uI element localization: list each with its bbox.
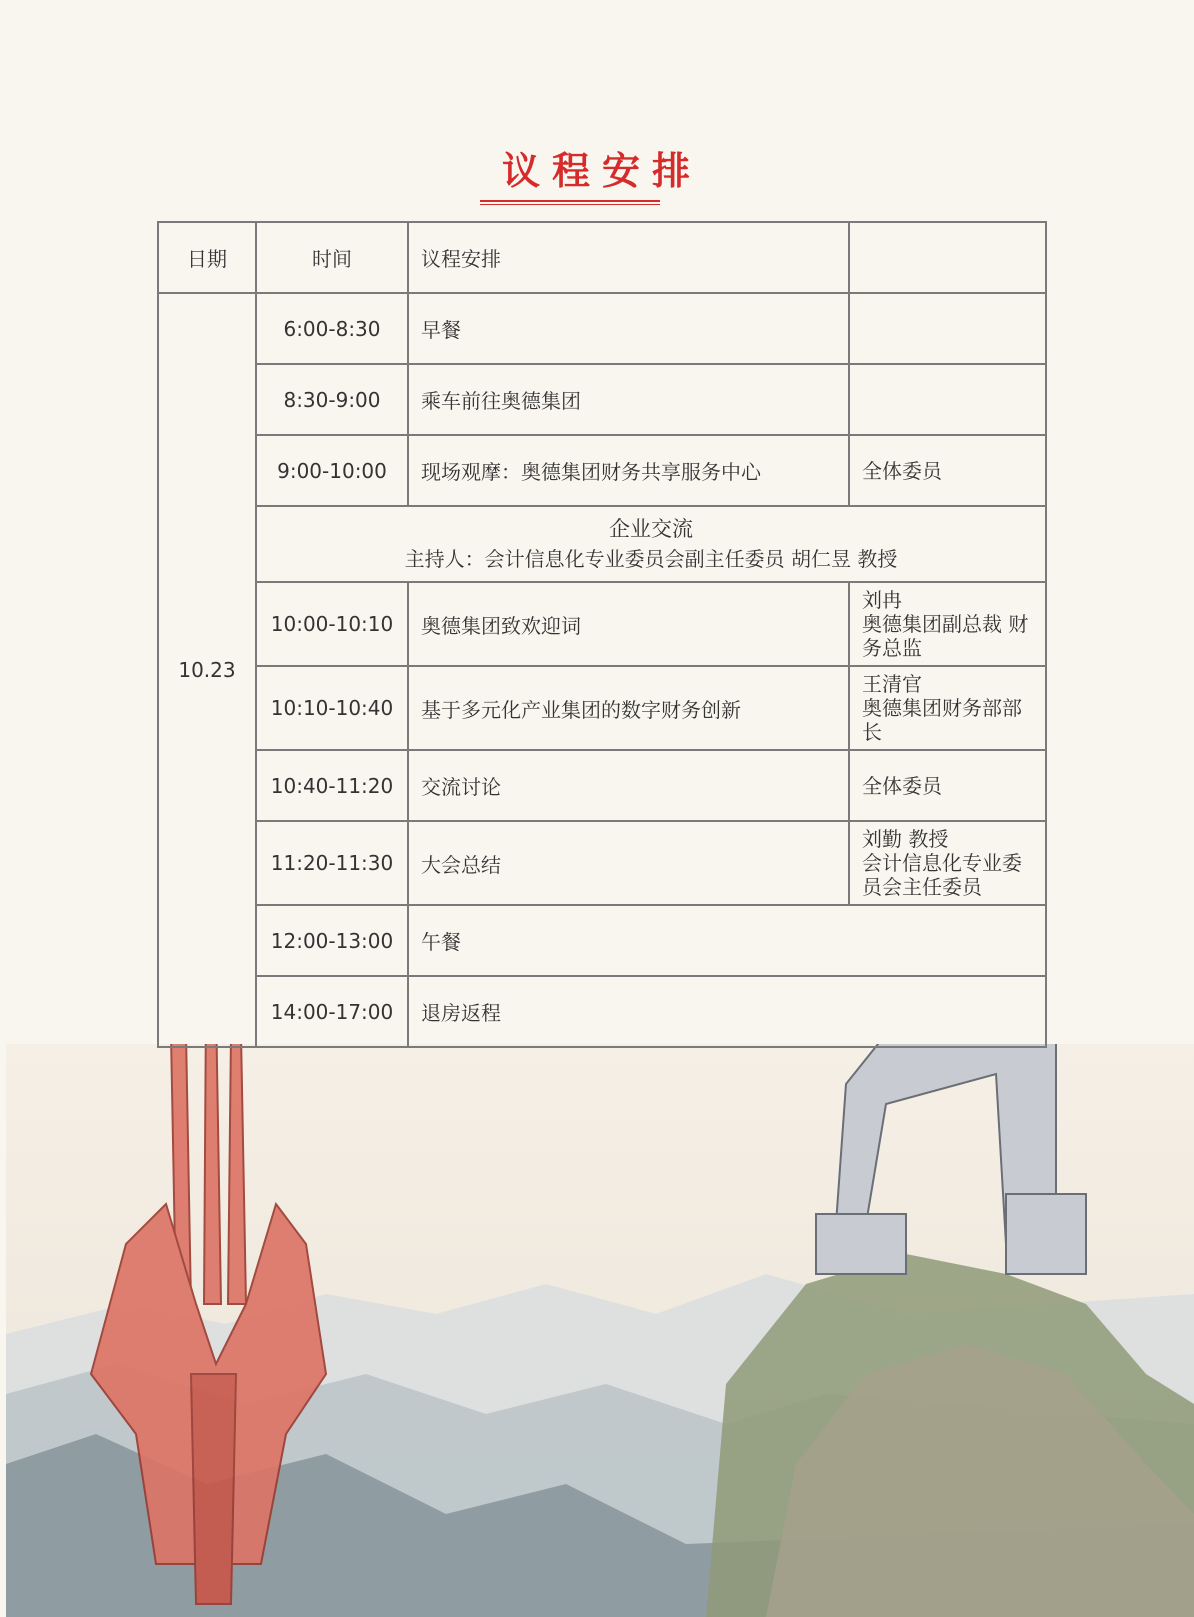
table-row	[158, 821, 1046, 905]
session-title: 企业交流	[609, 517, 693, 541]
time-cell: 11:20-11:30	[256, 821, 408, 905]
agenda-cell: 退房返程	[408, 976, 1046, 1047]
time-cell: 12:00-13:00	[256, 905, 408, 976]
table-row	[158, 905, 1046, 976]
table-row	[158, 435, 1046, 506]
time-cell: 14:00-17:00	[256, 976, 408, 1047]
session-cell	[256, 506, 1046, 582]
agenda-cell: 基于多元化产业集团的数字财务创新	[408, 666, 849, 750]
table-header-row	[158, 222, 1046, 293]
time-cell: 10:10-10:40	[256, 666, 408, 750]
agenda-cell: 交流讨论	[408, 750, 849, 821]
speaker-cell: 王清官 奥德集团财务部部 长	[849, 666, 1046, 750]
time-cell: 6:00-8:30	[256, 293, 408, 364]
header-date: 日期	[158, 222, 256, 293]
speaker-cell: 刘冉 奥德集团副总裁 财 务总监	[849, 582, 1046, 666]
speaker-cell: 全体委员	[849, 750, 1046, 821]
session-host: 主持人：会计信息化专业委员会副主任委员 胡仁昱 教授	[404, 547, 898, 571]
time-cell: 10:00-10:10	[256, 582, 408, 666]
table-row	[158, 293, 1046, 364]
agenda-cell: 现场观摩：奥德集团财务共享服务中心	[408, 435, 849, 506]
time-cell: 8:30-9:00	[256, 364, 408, 435]
time-cell: 9:00-10:00	[256, 435, 408, 506]
table-row	[158, 666, 1046, 750]
speaker-cell	[849, 364, 1046, 435]
agenda-cell: 大会总结	[408, 821, 849, 905]
title-block	[0, 140, 1194, 205]
title-underline	[480, 200, 660, 206]
table-row	[158, 976, 1046, 1047]
agenda-table	[157, 221, 1047, 1048]
time-cell: 10:40-11:20	[256, 750, 408, 821]
table-row	[158, 750, 1046, 821]
header-time: 时间	[256, 222, 408, 293]
date-cell: 10.23	[158, 293, 256, 1047]
header-speaker	[849, 222, 1046, 293]
session-row	[158, 506, 1046, 582]
page-title: 议程安排	[501, 149, 702, 193]
agenda-cell: 奥德集团致欢迎词	[408, 582, 849, 666]
header-agenda: 议程安排	[408, 222, 849, 293]
agenda-cell: 早餐	[408, 293, 849, 364]
agenda-cell: 午餐	[408, 905, 1046, 976]
table-row	[158, 582, 1046, 666]
speaker-cell: 刘勤 教授 会计信息化专业委 员会主任委员	[849, 821, 1046, 905]
table-row	[158, 364, 1046, 435]
speaker-cell: 全体委员	[849, 435, 1046, 506]
landscape-illustration	[6, 1044, 1194, 1617]
agenda-cell: 乘车前往奥德集团	[408, 364, 849, 435]
speaker-cell	[849, 293, 1046, 364]
